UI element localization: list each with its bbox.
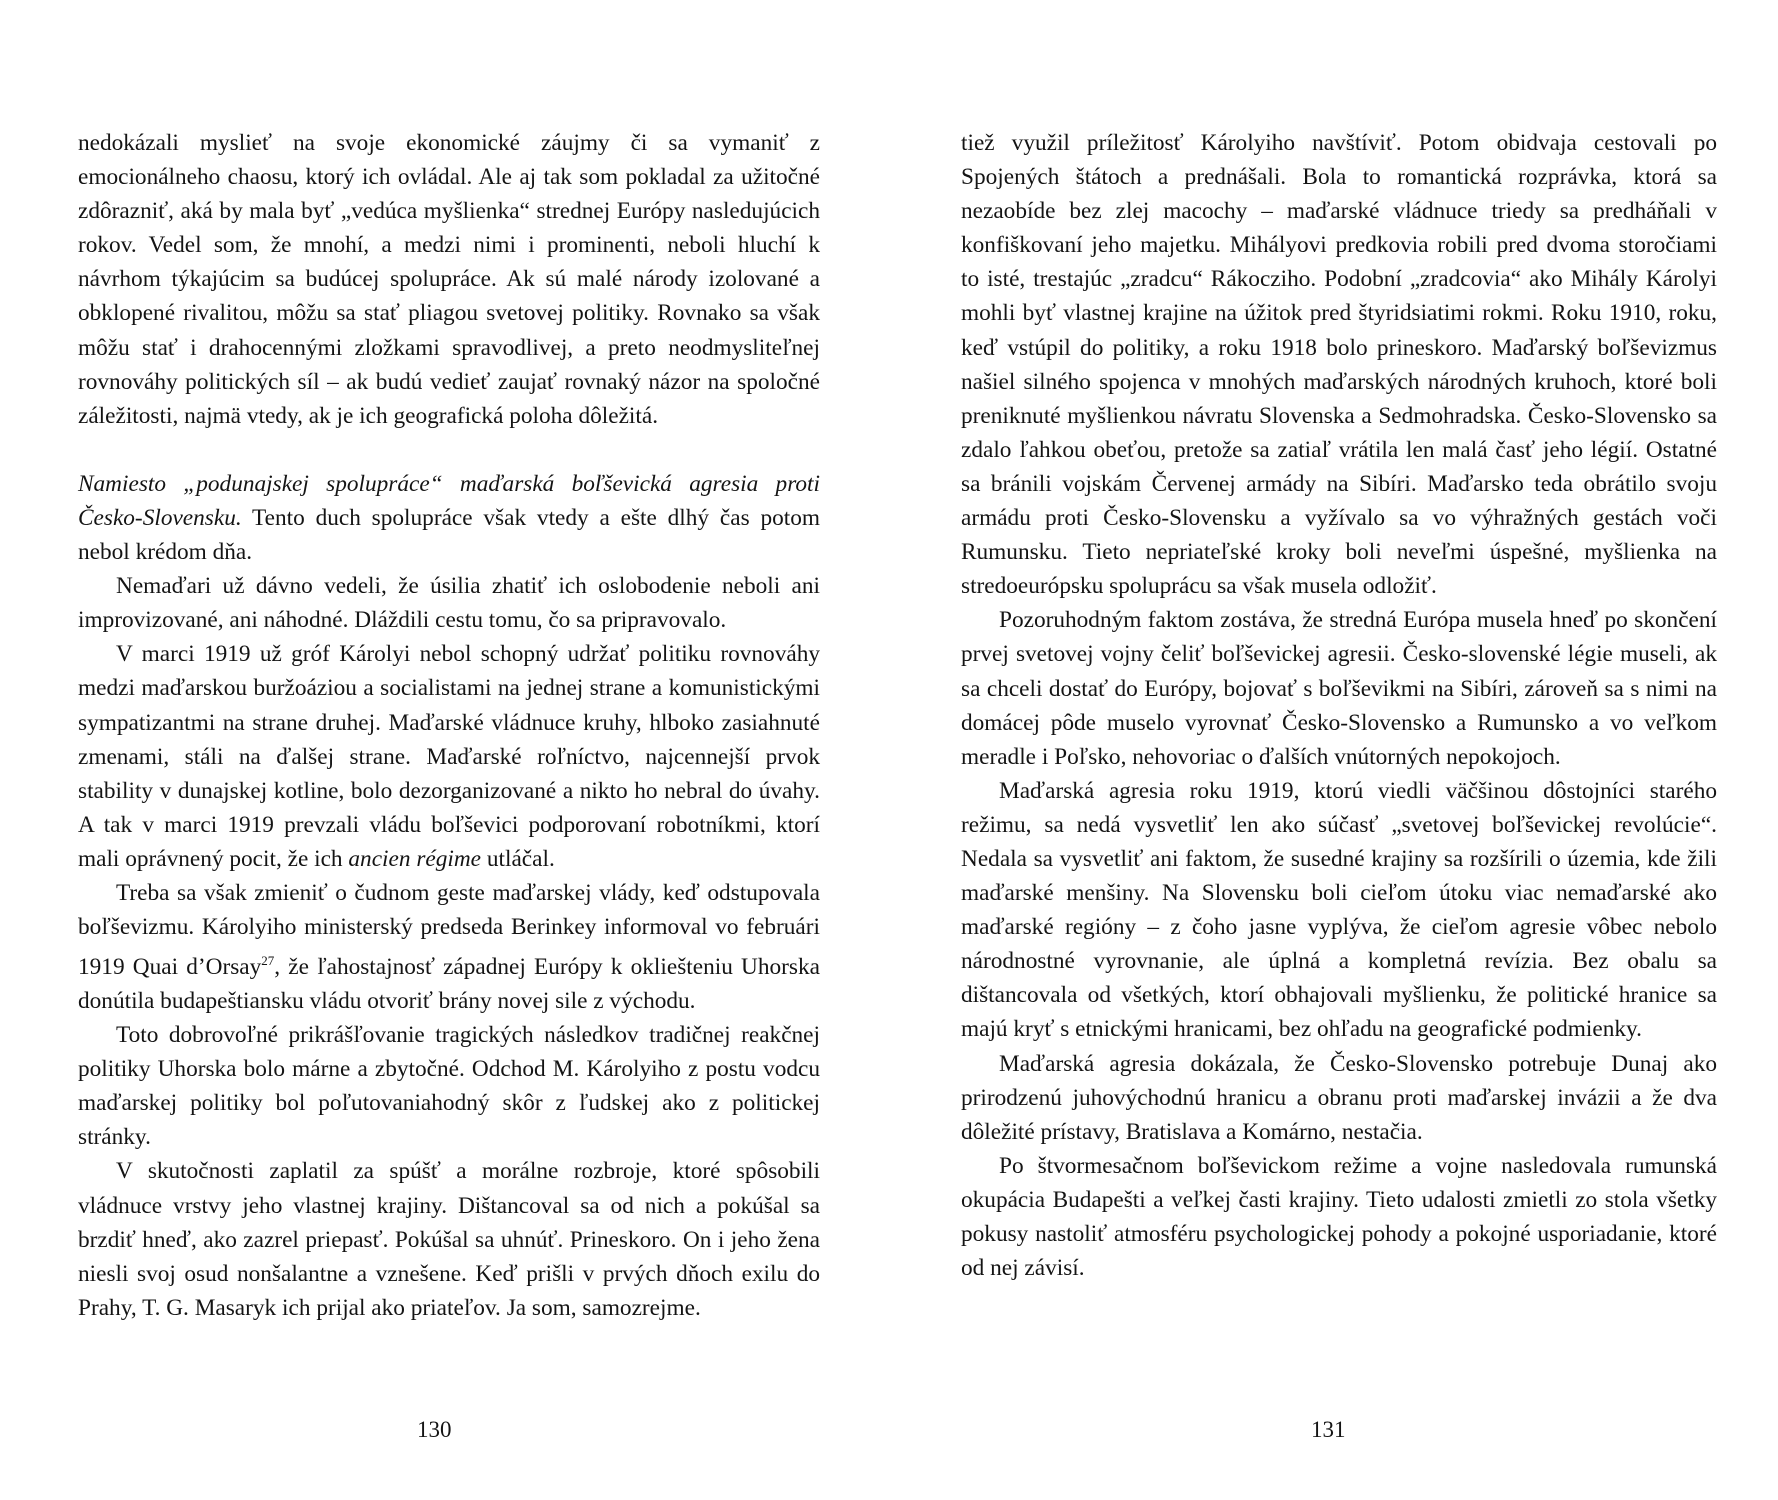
paragraph: Po štvormesačnom boľševickom režime a vojne nasledovala rumunská okupácia Budapešti a veľkej časti krajiny. Tieto udalosti zmietli zo stola všetky pokusy nastoliť atmosféru psychologickej pohody a pokojné usporiadanie, ktoré od nej závisí. bbox=[961, 1152, 1717, 1282]
paragraph bbox=[78, 876, 820, 1018]
paragraph: Toto dobrovoľné prikrášľovanie tragických následkov tradičnej reakčnej politiky Uhorska bolo márne a zbytočné. Odchod M. Károlyiho z postu vodcu maďarskej politiky bol poľutovaniahodný skôr z ľudskej ako z politickej stránky. bbox=[78, 1022, 820, 1151]
paragraph: nedokázali myslieť na svoje ekonomické záujmy či sa vymaniť z emocionálneho chaosu, ktorý ich ovládal. Ale aj tak som pokladal za užitočné zdôrazniť, aká by mala byť „vedúca myšlienka“ strednej Európy nasledujúcich rokov. Vedel som, že mnohí, a medzi nimi i prominenti, neboli hluchí k návrhom týkajúcim sa budúcej spolupráce. Ak sú malé národy izolované a obklopené rivalitou, môžu sa stať pliagou svetovej politiky. Rovnako sa však môžu stať i drahocennými zložkami spravodlivej, a preto neodmysliteľnej rovnováhy politických síl – ak budú vedieť zaujať rovnaký názor na spoločné záležitosti, najmä vtedy, ak je ich geografická poloha dôležitá. bbox=[78, 130, 820, 429]
paragraph-text: Treba sa však zmieniť o čudnom geste maďarskej vlády, keď odstupovala boľševizmu. Károlyiho ministerský predseda Berinkey informoval vo februári 1919 Quai d’Orsay bbox=[78, 879, 820, 980]
paragraph-text: V marci 1919 už gróf Károlyi nebol schopný udržať politiku rovnováhy medzi maďarskou buržoáziou a socialistami na jednej strane a komunistickými sympatizantmi na strane druhej. Maďarské vládnuce kruhy, hlboko zasiahnuté zmenami, stáli na ďalšej strane. Maďarské roľníctvo, najcennejší prvok stability v dunajskej kotline, bolo dezorganizované a nikto ho nebral do úvahy. A tak v marci 1919 prevzali vládu boľševici podporovaní robotníkmi, ktorí mali oprávnený pocit, že ich bbox=[78, 641, 820, 872]
paragraph-text: , že ľahostajnosť západnej Európy k okliešteniu Uhorska donútila budapeštiansku vládu otvoriť brány novej sile z východu. bbox=[78, 953, 820, 1015]
paragraph: Maďarská agresia dokázala, že Česko-Slovensko potrebuje Dunaj ako prirodzenú juhovýchodnú hranicu a obranu proti maďarskej invázii a že dva dôležité prístavy, Bratislava a Komárno, nestačia. bbox=[961, 1050, 1717, 1145]
section-heading-continuation: Tento duch spolupráce však vtedy a ešte dlhý čas potom nebol krédom dňa. bbox=[78, 504, 820, 566]
section-heading-paragraph bbox=[78, 467, 820, 569]
paragraph: tiež využil príležitosť Károlyiho navštíviť. Potom obidvaja cestovali po Spojených štátoch a prednášali. Bola to romantická rozprávka, ktorá sa nezaobíde bez zlej macochy – maďarské vládnuce triedy sa predháňali v konfiškovaní jeho majetku. Mihályovi predkovia robili pred dvoma storočiami to isté, trestajúc „zradcu“ Rákocziho. Podobní „zradcovia“ ako Mihály Károlyi mohli byť vlastnej krajine na úžitok pred štyridsiatimi rokmi. Roku 1910, roku, keď vstúpil do politiky, a roku 1918 bolo prineskoro. Maďarský boľševizmus našiel silného spojenca v mnohých maďarských národných kruhoch, ktoré boli preniknuté myšlienkou návratu Slovenska a Sedmohradska. Česko-Slovensko sa zdalo ľahkou obeťou, pretože sa zatiaľ vrátila len malá časť jeho légií. Ostatné sa bránili vojskám Červenej armády na Sibíri. Maďarsko teda obrátilo svoju armádu proti Česko-Slovensku a vyžívalo sa vo výhražných gestách voči Rumunsku. Tieto nepriateľské kroky boli nevеľmi úspešné, myšlienka na stredoeurópsku spoluprácu sa však musela odložiť. bbox=[961, 130, 1717, 600]
left-page-text bbox=[78, 126, 820, 1325]
right-page-text bbox=[961, 126, 1717, 1285]
foreign-term: ancien régime bbox=[348, 845, 482, 872]
page-number: 131 bbox=[1311, 1417, 1346, 1442]
paragraph-text: utláčal. bbox=[481, 845, 555, 872]
paragraph: V skutočnosti zaplatil za spúšť a morálne rozbroje, ktoré spôsobili vládnuce vrstvy jeho vlastnej krajiny. Dištancoval sa od nich a pokúšal sa brzdiť hneď, ako zazrel priepasť. Pokúšal sa uhnúť. Prineskoro. On i jeho žena niesli svoj osud nonšalantne a vznešene. Keď prišli v prvých dňoch exilu do Prahy, T. G. Masaryk ich prijal ako priateľov. Ja som, samozrejme. bbox=[78, 1158, 820, 1321]
paragraph bbox=[78, 637, 820, 876]
paragraph: Nemaďari už dávno vedeli, že úsilia zhatiť ich oslobodenie neboli ani improvizované, ani náhodné. Dláždili cestu tomu, čo sa pripravovalo. bbox=[78, 573, 820, 634]
section-heading: Namiesto „podunajskej spolupráce“ maďarská boľševická agresia proti Česko-Slovensku. bbox=[78, 470, 820, 531]
footnote-ref: 27 bbox=[261, 953, 275, 969]
paragraph: Maďarská agresia roku 1919, ktorú viedli väčšinou dôstojníci starého režimu, sa nedá vysvetliť len ako súčasť „svetovej boľševickej revolúcie“. Nedala sa vysvetliť ani faktom, že susedné krajiny sa rozšírili o územia, kde žili maďarské menšiny. Na Slovensku boli cieľom útoku viac nemaďarské ako maďarské regióny – z čoho jasne vyplýva, že cieľom agresie vôbec nebolo národnostné vyrovnanie, ale úplná a kompletná revízia. Bez obalu sa dištancovala od všetkých, ktorí obhajovali myšlienku, že politické hranice sa majú kryť s etnickými hranicami, bez ohľadu na geografické podmienky. bbox=[961, 777, 1717, 1043]
paragraph: Pozoruhodným faktom zostáva, že stredná Európa musela hneď po skončení prvej svetovej vojny čeliť boľševickej agresii. Česko-slovenské légie museli, ak sa chceli dostať do Európy, bojovať s boľševikmi na Sibíri, zároveň sa s nimi na domácej pôde muselo vyrovnať Česko-Slovensko a Rumunsko a vo veľkom meradle i Poľsko, nehovoriac o ďalších vnútorných nepokojoch. bbox=[961, 607, 1717, 770]
right-page bbox=[889, 0, 1778, 1500]
page-number: 130 bbox=[417, 1417, 452, 1442]
